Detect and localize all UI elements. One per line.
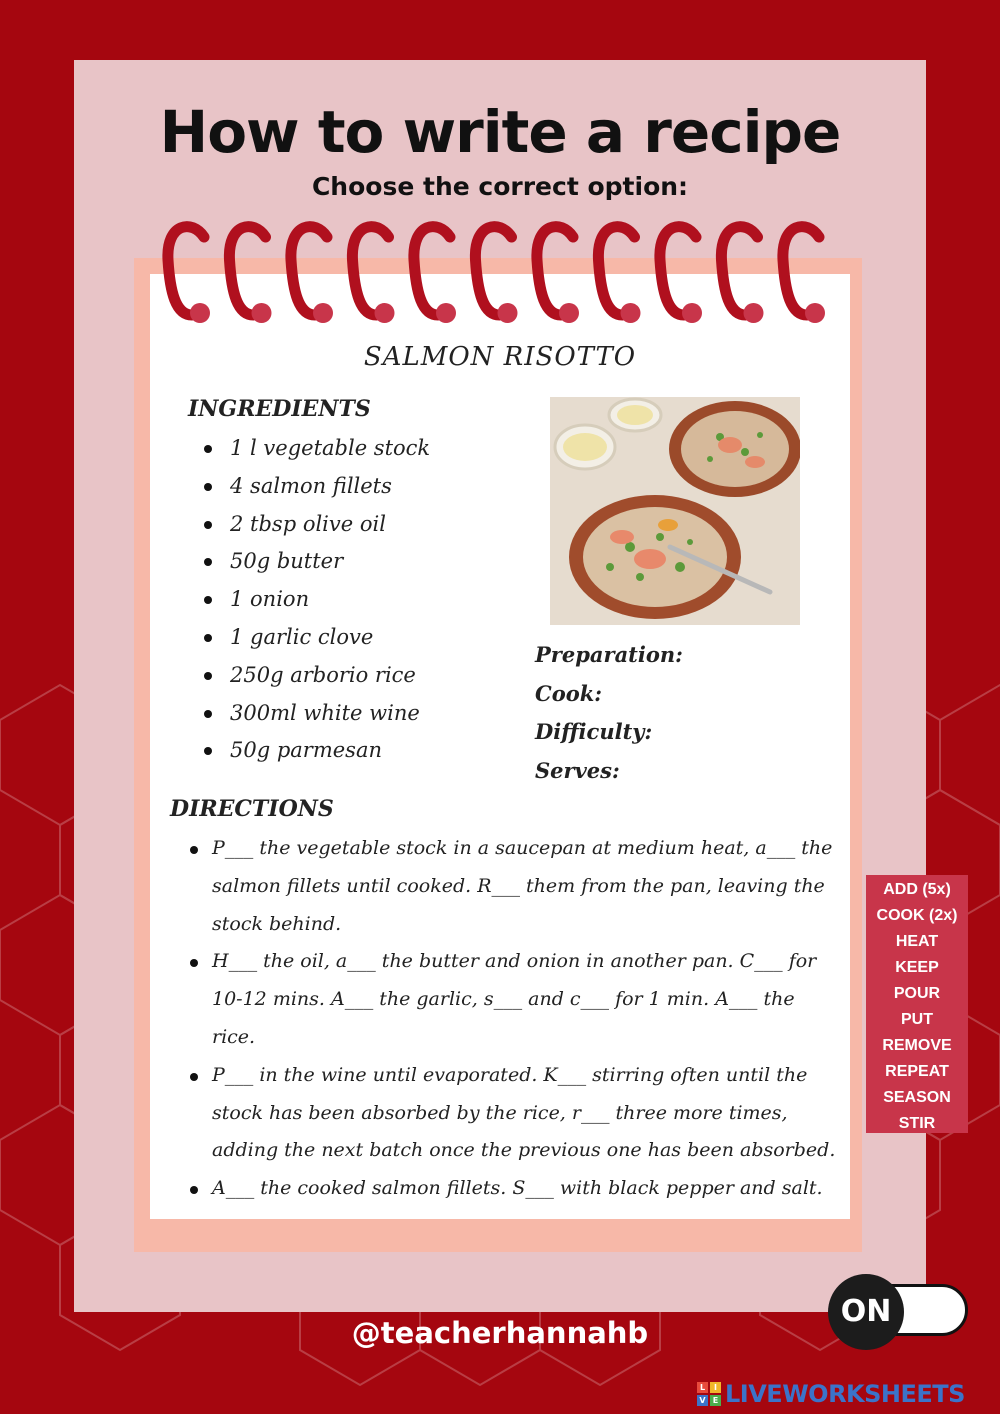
binder-ring [598,227,640,323]
word-bank-item: SEASON [883,1089,951,1106]
word-bank-item: REMOVE [882,1037,952,1054]
on-toggle[interactable] [828,1274,970,1350]
binder-ring [168,227,210,323]
binder-ring [660,227,702,323]
direction-step: A___ the cooked salmon fillets. S___ with black pepper and salt. [186,1170,836,1208]
binder-ring [537,227,579,323]
risotto-photo [550,397,800,625]
preparation-label: Preparation: [535,642,683,667]
directions-list [186,830,836,1208]
word-bank [866,875,968,1133]
word-bank-item: ADD (5x) [883,881,951,898]
ingredient-item: 300ml white wine [200,695,430,733]
serves-label: Serves: [535,757,620,783]
ingredients-list [200,430,430,770]
author-handle: @teacherhannahb [351,1316,649,1350]
ingredient-item: 250g arborio rice [200,657,430,695]
ingredient-item: 1 l vegetable stock [200,430,430,468]
binder-ring [229,227,271,323]
binder-ring [721,227,763,323]
word-bank-item: POUR [893,985,941,1002]
recipe-title: SALMON RISOTTO [363,342,637,372]
direction-step: P___ in the wine until evaporated. K___ stirring often until the stock has been absorbed by the rice, r___ three more times, adding the next batch once the previous one has been absorbed. [186,1057,836,1170]
binder-ring [414,227,456,323]
liveworksheets-brand [697,1377,997,1411]
word-bank-item: HEAT [895,933,939,950]
ingredient-item: 50g butter [200,543,430,581]
word-bank-item: REPEAT [885,1063,949,1080]
word-bank-item: STIR [898,1115,936,1132]
word-bank-item: KEEP [895,959,939,976]
binder-ring [475,227,517,323]
toggle-knob: ON [828,1274,904,1350]
ingredient-item: 1 garlic clove [200,619,430,657]
ingredients-heading: INGREDIENTS [188,396,371,422]
recipe-meta [535,636,683,790]
ingredient-item: 50g parmesan [200,732,430,770]
binder-ring [783,227,825,323]
ingredient-item: 1 onion [200,581,430,619]
liveworksheets-logo-icon: L I V E [697,1382,721,1406]
word-bank-item: PUT [901,1011,933,1028]
difficulty-label: Difficulty: [535,719,653,744]
cook-label: Cook: [535,680,603,706]
instruction-text: Choose the correct option: [311,172,689,201]
direction-step: H___ the oil, a___ the butter and onion in another pan. C___ for 10-12 mins. A___ the garlic, s___ and c___ for 1 min. A___ the rice. [186,943,836,1056]
binder-ring [352,227,394,323]
page-title: How to write a recipe [159,98,841,166]
liveworksheets-text: LIVEWORKSHEETS [725,1380,965,1408]
ingredient-item: 4 salmon fillets [200,468,430,506]
directions-heading: DIRECTIONS [170,796,334,822]
direction-step: P___ the vegetable stock in a saucepan at medium heat, a___ the salmon fillets until cooked. R___ them from the pan, leaving the stock behind. [186,830,836,943]
notebook-rings [150,215,840,335]
word-bank-item: COOK (2x) [876,907,958,924]
binder-ring [291,227,333,323]
ingredient-item: 2 tbsp olive oil [200,506,430,544]
